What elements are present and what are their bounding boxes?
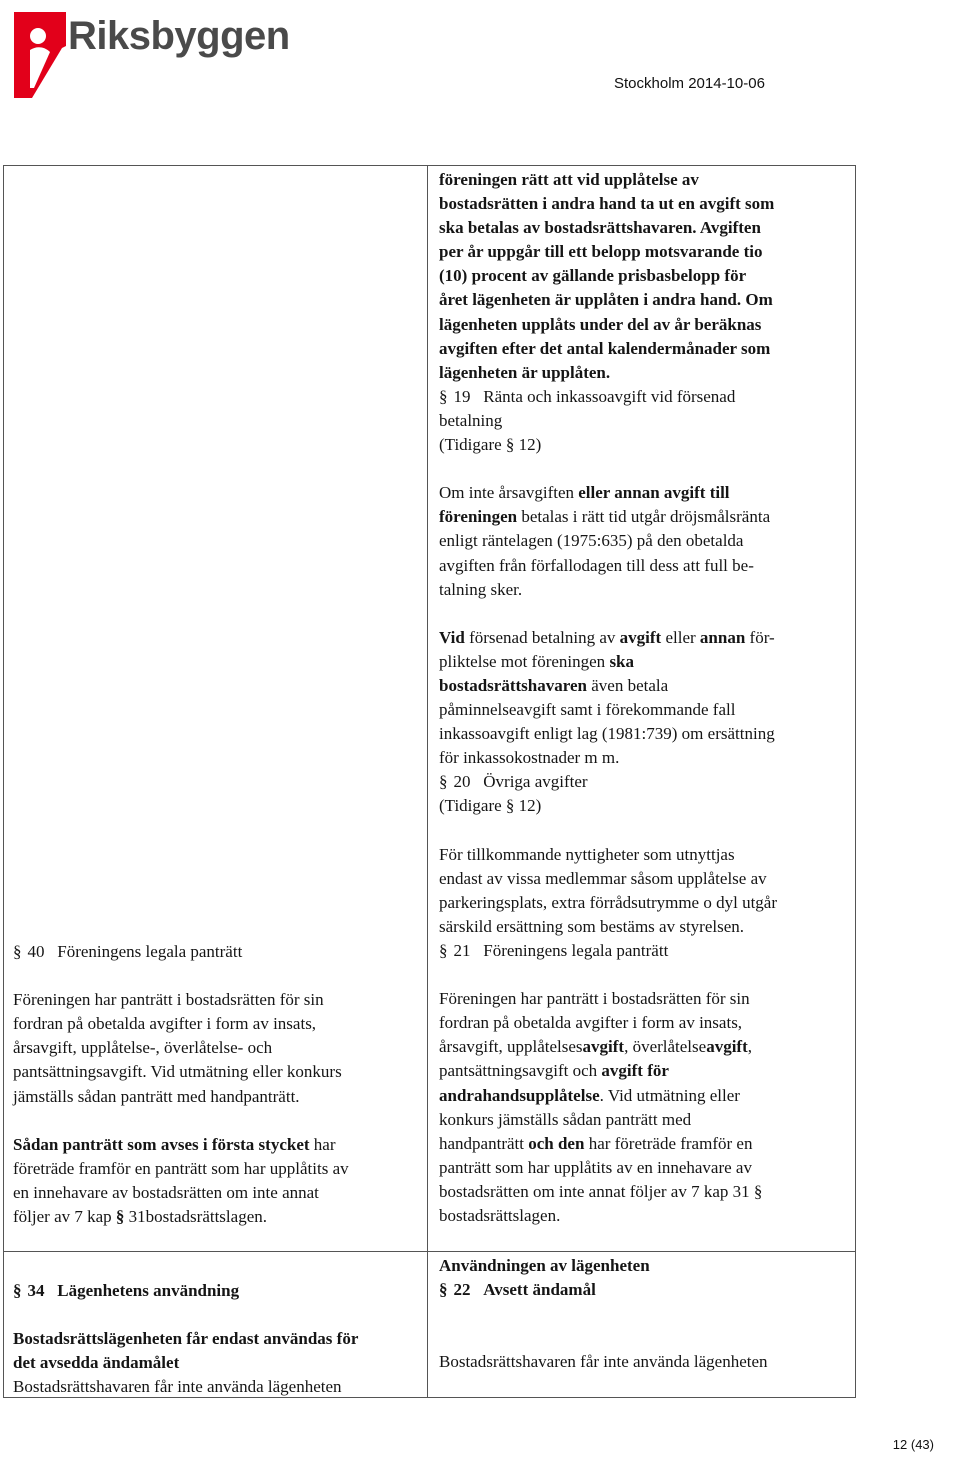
section-sign-icon: § — [13, 942, 22, 961]
section-22-heading: § 22 Avsett ändamål — [439, 1280, 596, 1300]
left-column-bottom-cell — [13, 1279, 358, 1399]
section-21-heading: § 21 Föreningens legala panträtt — [439, 941, 669, 960]
section-19-previous-reference: (Tidigare § 12) — [439, 435, 542, 455]
text-line: Bostadsrättshavaren får inte använda lägenheten — [13, 1377, 342, 1397]
section-19-heading: § 19 Ränta och inkassoavgift vid försenad — [439, 386, 736, 406]
text-line: Föreningen har panträtt i bostadsrätten för sin — [13, 990, 324, 1010]
section-sign-icon: § — [439, 772, 448, 792]
text-line: jämställs sådan panträtt med handpanträtt. — [13, 1086, 300, 1106]
text-line: endast av vissa medlemmar såsom upplåtelse av — [439, 868, 767, 888]
text-line: Vid försenad betalning av avgift eller annan för- — [439, 627, 775, 647]
text-line: per år uppgår till ett belopp motsvarande tio — [439, 242, 763, 262]
text-line: handpanträtt och den har företräde framför en — [439, 1133, 753, 1153]
right-column-bottom-cell — [439, 1254, 768, 1374]
text-line: bostadsrätten i andra hand ta ut en avgift som — [439, 194, 775, 214]
section-sign-icon: § — [115, 1207, 125, 1227]
section-19-heading-continued: betalning — [439, 410, 503, 430]
text-line: (10) procent av gällande prisbasbelopp för — [439, 266, 747, 286]
text-line: särskild ersättning som bestäms av styrelsen. — [439, 916, 745, 936]
text-line: föreningen rätt att vid upplåtelse av — [439, 170, 699, 189]
page-number: 12 (43) — [892, 1437, 934, 1452]
text-line: Bostadsrättslägenheten får endast användas för — [13, 1329, 359, 1349]
text-line: parkeringsplats, extra förrådsutrymme o dyl utgår — [439, 892, 778, 912]
text-line: följer av 7 kap § 31bostadsrättslagen. — [13, 1207, 267, 1227]
section-sign-icon: § — [439, 941, 448, 960]
usage-heading: Användningen av lägenheten — [439, 1256, 650, 1275]
text-line: bostadsrätten om inte annat följer av 7 kap 31 § — [439, 1181, 763, 1201]
section-40-heading: § 40 Föreningens legala panträtt — [13, 942, 243, 961]
text-line: påminnelseavgift samt i förekommande fall — [439, 700, 736, 720]
text-line: Om inte årsavgiften eller annan avgift till — [439, 483, 730, 503]
text-line: enligt räntelagen (1975:635) på den obetalda — [439, 531, 744, 551]
text-line: en innehavare av bostadsrätten om inte annat — [13, 1182, 319, 1202]
text-line: bostadsrättslagen. — [439, 1206, 561, 1226]
brand-name: Riksbyggen — [68, 14, 290, 58]
text-line: fordran på obetalda avgifter i form av insats, — [439, 1013, 743, 1033]
text-line: Sådan panträtt som avses i första stycket har — [13, 1134, 336, 1154]
table-border-right — [855, 165, 856, 1398]
text-line: inkassoavgift enligt lag (1981:739) om ersättning — [439, 724, 775, 744]
section-sign-icon: § — [753, 1181, 763, 1201]
table-column-divider — [427, 165, 428, 1398]
right-column-top-cell — [439, 168, 777, 1228]
text-line: det avsedda ändamålet — [13, 1353, 180, 1373]
text-line: årsavgift, upplåtelse-, överlåtelse- och — [13, 1038, 273, 1058]
text-line: konkurs jämställs sådan panträtt med — [439, 1109, 692, 1129]
table-border-top — [3, 165, 856, 166]
text-line: panträtt som har upplåtits av en innehavare av — [439, 1157, 752, 1177]
text-line: För tillkommande nyttigheter som utnyttjas — [439, 844, 735, 864]
text-line: föreningen betalas i rätt tid utgår dröjsmålsränta — [439, 507, 771, 527]
text-line: för inkassokostnader m m. — [439, 748, 620, 768]
place-date: Stockholm 2014-10-06 — [614, 75, 765, 92]
section-20-previous-reference: (Tidigare § 12) — [439, 796, 542, 816]
text-line: Bostadsrättshavaren får inte använda lägenheten — [439, 1352, 768, 1372]
text-line: lägenheten är upplåten. — [439, 362, 611, 382]
text-line: pantsättningsavgift och avgift för — [439, 1061, 669, 1081]
section-sign-icon: § — [13, 1281, 22, 1300]
section-sign-icon: § — [439, 386, 448, 406]
section-34-heading: § 34 Lägenhetens användning — [13, 1281, 240, 1300]
section-20-heading: § 20 Övriga avgifter — [439, 772, 588, 792]
section-sign-icon: § — [439, 1280, 448, 1300]
left-column-top-cell — [13, 940, 349, 1229]
text-line: årsavgift, upplåtelsesavgift, överlåtelseavgift, — [439, 1037, 752, 1057]
table-row-divider — [3, 1251, 856, 1252]
section-sign-icon: § — [505, 435, 515, 455]
text-line: avgiften från förfallodagen till dess att full be- — [439, 555, 754, 575]
text-line: andrahandsupplåtelse. Vid utmätning eller — [439, 1085, 740, 1105]
section-sign-icon: § — [505, 796, 515, 816]
text-line: fordran på obetalda avgifter i form av insats, — [13, 1014, 317, 1034]
text-line: företräde framför en panträtt som har upplåtits av — [13, 1158, 349, 1178]
text-line: året lägenheten är upplåten i andra hand. Om — [439, 290, 773, 310]
text-line: lägenheten upplåts under del av år beräknas — [439, 314, 762, 334]
text-line: talning sker. — [439, 579, 523, 599]
text-line: bostadsrättshavaren även betala — [439, 675, 669, 695]
text-line: pliktelse mot föreningen ska — [439, 651, 635, 671]
text-line: avgiften efter det antal kalendermånader som — [439, 338, 771, 358]
table-border-left — [3, 165, 4, 1398]
text-line: ska betalas av bostadsrättshavaren. Avgiften — [439, 218, 761, 238]
text-line: pantsättningsavgift. Vid utmätning eller konkurs — [13, 1062, 342, 1082]
text-line: Föreningen har panträtt i bostadsrätten för sin — [439, 989, 750, 1009]
